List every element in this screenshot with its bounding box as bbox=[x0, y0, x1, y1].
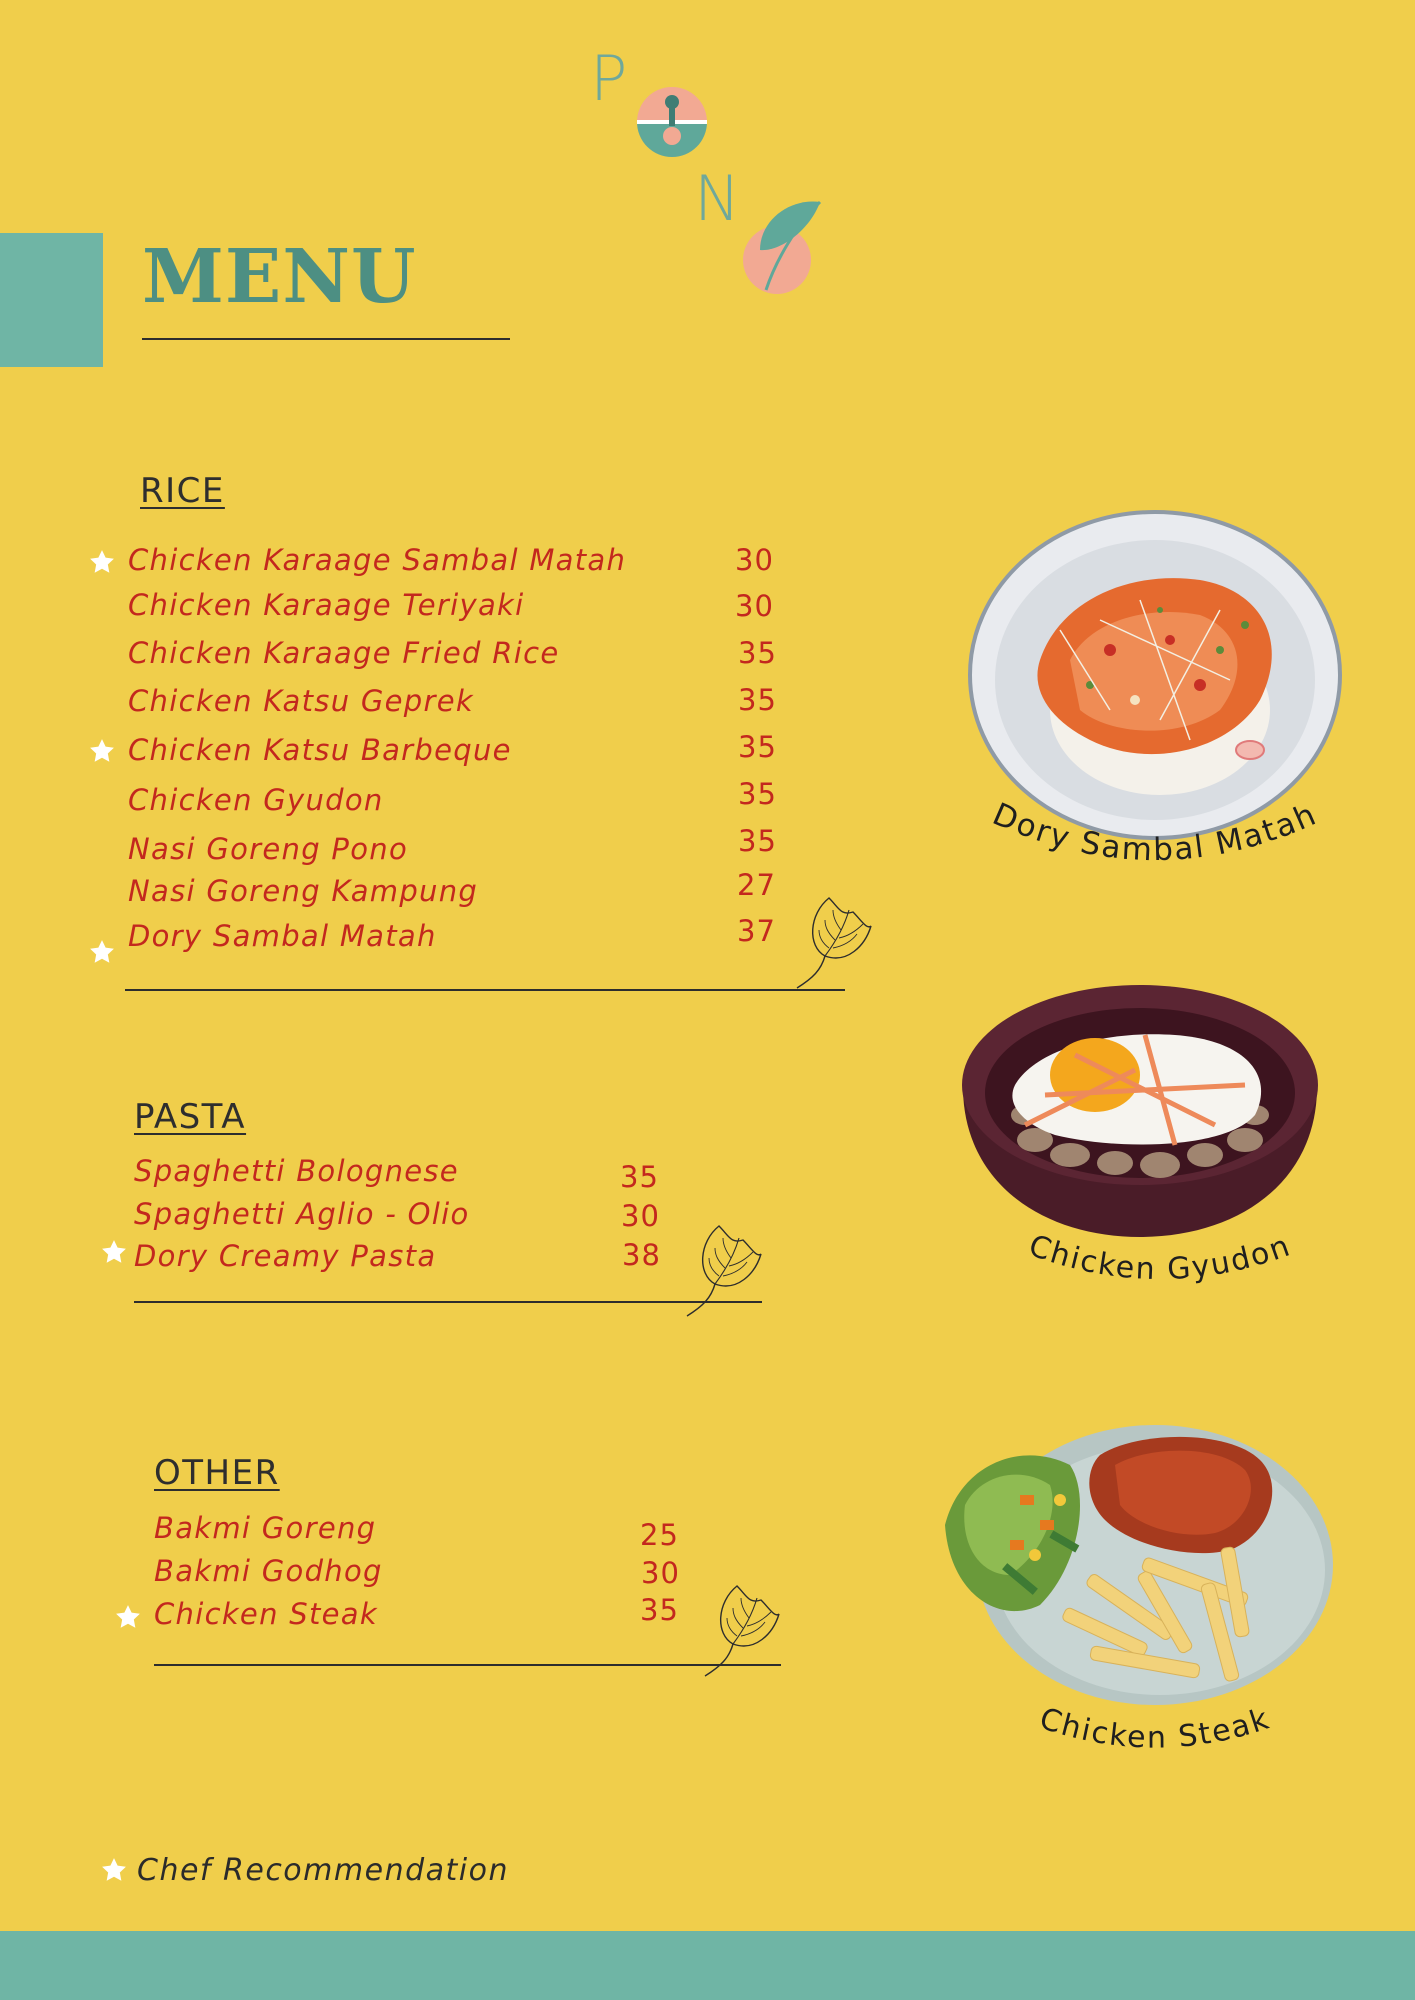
star-icon bbox=[88, 938, 116, 966]
star-icon bbox=[100, 1238, 128, 1266]
leaf-icon bbox=[795, 890, 875, 990]
leaf-icon bbox=[703, 1578, 783, 1678]
menu-item-price: 30 bbox=[735, 543, 774, 577]
menu-item-price: 37 bbox=[737, 914, 776, 948]
menu-item-name: Dory Sambal Matah bbox=[128, 919, 437, 953]
star-icon bbox=[88, 548, 116, 576]
section-divider bbox=[125, 989, 845, 991]
dish-label-text: Chicken Gyudon bbox=[1024, 1228, 1296, 1288]
section-title-pasta: PASTA bbox=[134, 1097, 247, 1137]
pono-logo bbox=[590, 15, 830, 300]
leaf-icon bbox=[685, 1218, 765, 1318]
menu-item-name: Chicken Karaage Fried Rice bbox=[128, 636, 560, 670]
dish-label-chicken-gyudon bbox=[990, 1215, 1330, 1325]
menu-item-name: Dory Creamy Pasta bbox=[134, 1239, 437, 1273]
menu-item-price: 27 bbox=[737, 868, 776, 902]
menu-item-name: Nasi Goreng Pono bbox=[128, 832, 408, 866]
menu-item-name: Chicken Katsu Geprek bbox=[128, 684, 474, 718]
menu-item-name: Spaghetti Aglio - Olio bbox=[134, 1197, 470, 1231]
star-icon bbox=[100, 1856, 128, 1884]
chef-recommendation-legend: Chef Recommendation bbox=[137, 1853, 509, 1888]
decorative-teal-block bbox=[0, 233, 103, 367]
menu-item-price: 35 bbox=[620, 1160, 659, 1194]
menu-item-price: 30 bbox=[641, 1556, 680, 1590]
menu-item-price: 25 bbox=[640, 1518, 679, 1552]
menu-item-name: Bakmi Goreng bbox=[154, 1511, 377, 1545]
menu-item-name: Chicken Steak bbox=[154, 1597, 378, 1631]
dish-label-text: Dory Sambal Matah bbox=[987, 800, 1323, 869]
menu-item-name: Chicken Karaage Sambal Matah bbox=[128, 543, 627, 577]
star-icon bbox=[88, 737, 116, 765]
section-title-other: OTHER bbox=[154, 1453, 280, 1493]
svg-text:P: P bbox=[590, 42, 628, 115]
dish-label-chicken-steak bbox=[1010, 1690, 1300, 1790]
chicken-gyudon-photo bbox=[955, 975, 1325, 1245]
menu-item-price: 35 bbox=[738, 730, 777, 764]
svg-text:Chicken Gyudon bbox=[1024, 1228, 1296, 1287]
menu-item-name: Bakmi Godhog bbox=[154, 1554, 383, 1588]
section-title-rice: RICE bbox=[140, 471, 225, 511]
svg-text:Chicken Steak bbox=[1035, 1701, 1274, 1755]
svg-text:Dory Sambal Matah bbox=[987, 800, 1322, 868]
menu-item-price: 35 bbox=[738, 683, 777, 717]
star-icon bbox=[114, 1603, 142, 1631]
footer-bar bbox=[0, 1931, 1415, 2000]
menu-item-name: Nasi Goreng Kampung bbox=[128, 874, 479, 908]
dish-label-dory-sambal-matah bbox=[975, 800, 1335, 910]
menu-item-price: 35 bbox=[738, 636, 777, 670]
menu-item-name: Chicken Gyudon bbox=[128, 783, 384, 817]
menu-item-price: 30 bbox=[621, 1199, 660, 1233]
logo-text: PONO bbox=[590, 15, 637, 34]
dish-label-text: Chicken Steak bbox=[1035, 1701, 1275, 1756]
menu-item-name: Chicken Karaage Teriyaki bbox=[128, 588, 525, 622]
menu-item-price: 38 bbox=[622, 1238, 661, 1272]
section-divider bbox=[154, 1664, 781, 1666]
menu-item-name: Chicken Katsu Barbeque bbox=[128, 733, 512, 767]
menu-item-price: 35 bbox=[738, 777, 777, 811]
chicken-steak-photo bbox=[940, 1425, 1335, 1715]
menu-title: MENU bbox=[142, 234, 417, 320]
menu-item-name: Spaghetti Bolognese bbox=[134, 1154, 459, 1188]
menu-title-underline bbox=[142, 338, 510, 340]
section-divider bbox=[134, 1301, 762, 1303]
menu-item-price: 30 bbox=[735, 589, 774, 623]
svg-text:N: N bbox=[694, 162, 741, 235]
menu-item-price: 35 bbox=[640, 1593, 679, 1627]
menu-item-price: 35 bbox=[738, 824, 777, 858]
